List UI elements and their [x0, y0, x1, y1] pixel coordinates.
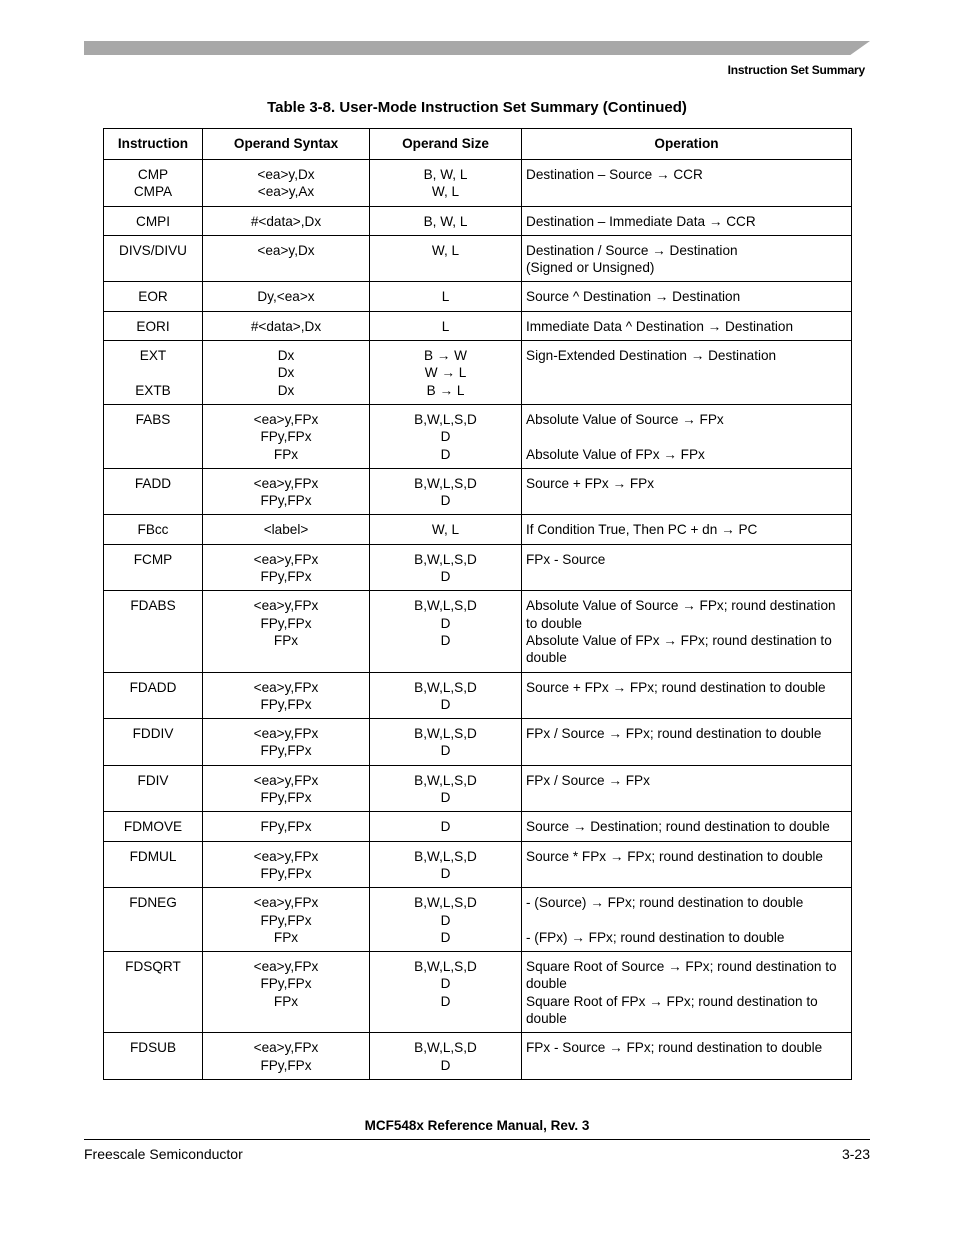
cell-line: EORI [136, 318, 170, 334]
cell-line: <ea>y,FPx [253, 679, 319, 695]
cell-line: FDMOVE [123, 819, 183, 835]
cell-line: L [441, 318, 450, 334]
cell-operation [522, 591, 852, 672]
cell-line: <ea>y,FPx [253, 959, 319, 975]
cell-line: (Signed or Unsigned) [526, 260, 655, 276]
cell-line: D [440, 993, 451, 1009]
cell-line: Destination – Source → CCR [526, 167, 703, 182]
table-row [104, 515, 852, 544]
cell-operand-size [370, 404, 522, 468]
cell-operation [522, 841, 852, 888]
cell-line: #<data>,Dx [250, 318, 322, 334]
cell-line: Absolute Value of FPx → FPx [526, 446, 705, 462]
cell-line: <ea>y,Ax [257, 184, 315, 200]
cell-line: <ea>y,Dx [257, 242, 315, 258]
cell-operand-size [370, 672, 522, 719]
table-row [104, 888, 852, 952]
cell-operation [522, 515, 852, 544]
cell-line: Square Root of FPx → FPx; round destination to double [526, 993, 818, 1026]
table-row [104, 404, 852, 468]
cell-line: D [440, 790, 451, 806]
column-header-operand-size: Operand Size [370, 129, 522, 160]
cell-operand-size [370, 888, 522, 952]
footer-divider [84, 1139, 870, 1140]
cell-line: FPy,FPx [260, 790, 312, 806]
cell-operand-syntax [203, 404, 370, 468]
cell-operand-syntax [203, 719, 370, 766]
cell-line: FPy,FPx [260, 976, 312, 992]
cell-line: B,W,L,S,D [414, 551, 477, 567]
table-row [104, 672, 852, 719]
cell-line: B,W,L,S,D [414, 1040, 477, 1056]
cell-instruction [104, 952, 203, 1033]
table-row [104, 206, 852, 235]
cell-line: FPy,FPx [260, 865, 312, 881]
cell-line: D [440, 615, 451, 631]
cell-line: FPx / Source → FPx [526, 772, 650, 788]
instruction-table [103, 128, 852, 1080]
cell-line: FADD [134, 475, 172, 491]
cell-line: <ea>y,Dx [257, 167, 315, 182]
cell-line: FPy,FPx [260, 569, 312, 585]
cell-line: FPy,FPx [260, 1057, 312, 1073]
cell-line: Immediate Data ^ Destination → Destination [526, 318, 794, 334]
cell-line: B, W, L [423, 167, 468, 182]
cell-operand-syntax [203, 160, 370, 207]
cell-line: If Condition True, Then PC + dn → PC [526, 522, 758, 538]
cell-line: <label> [263, 522, 309, 538]
cell-line [526, 912, 847, 929]
cell-line [526, 428, 847, 445]
cell-operation [522, 1033, 852, 1080]
cell-line: FCMP [133, 551, 173, 567]
cell-operand-size [370, 765, 522, 812]
cell-line: FPy,FPx [260, 696, 312, 712]
column-header-operation: Operation [522, 129, 852, 160]
cell-instruction [104, 341, 203, 405]
cell-instruction [104, 311, 203, 340]
cell-line: B,W,L,S,D [414, 679, 477, 695]
table-row [104, 765, 852, 812]
cell-line: D [440, 493, 451, 509]
cell-line: Square Root of Source → FPx; round destination to double [526, 959, 837, 992]
cell-line: FPx - Source [526, 551, 606, 567]
table-row [104, 341, 852, 405]
cell-operand-size [370, 341, 522, 405]
cell-operand-syntax [203, 206, 370, 235]
cell-operand-size [370, 206, 522, 235]
column-header-instruction: Instruction [104, 129, 203, 160]
footer-manual-title: MCF548x Reference Manual, Rev. 3 [364, 1118, 590, 1133]
cell-line: B,W,L,S,D [414, 598, 477, 614]
header-bar [84, 41, 870, 55]
cell-line: D [440, 819, 451, 835]
table-row [104, 591, 852, 672]
cell-instruction [104, 404, 203, 468]
cell-operand-syntax [203, 888, 370, 952]
cell-operand-syntax [203, 515, 370, 544]
cell-instruction [104, 812, 203, 841]
cell-line: Sign-Extended Destination → Destination [526, 348, 777, 364]
cell-line: <ea>y,FPx [253, 1040, 319, 1056]
cell-operation [522, 341, 852, 405]
cell-line: W, L [431, 522, 460, 538]
table-body [104, 160, 852, 1080]
cell-instruction [104, 282, 203, 311]
cell-line: W, L [431, 242, 460, 258]
cell-line: D [440, 743, 451, 759]
cell-line: FDADD [129, 679, 177, 695]
cell-instruction [104, 1033, 203, 1080]
cell-operation [522, 235, 852, 282]
cell-line: FDNEG [129, 895, 177, 911]
cell-line: D [440, 912, 451, 928]
cell-instruction [104, 841, 203, 888]
cell-line: - (Source) → FPx; round destination to double [526, 895, 804, 911]
cell-line: <ea>y,FPx [253, 726, 319, 742]
cell-line: FDMUL [129, 848, 177, 864]
cell-line: Source ^ Destination → Destination [526, 289, 741, 305]
cell-operand-size [370, 591, 522, 672]
cell-operand-syntax [203, 311, 370, 340]
cell-line: <ea>y,FPx [253, 551, 319, 567]
cell-instruction [104, 468, 203, 515]
table-row [104, 544, 852, 591]
cell-line: FABS [135, 411, 171, 427]
cell-operand-syntax [203, 765, 370, 812]
cell-line: EXT [139, 348, 167, 364]
cell-operand-syntax [203, 812, 370, 841]
cell-line: <ea>y,FPx [253, 598, 319, 614]
cell-line: FPy,FPx [260, 743, 312, 759]
cell-operation [522, 719, 852, 766]
cell-operand-syntax [203, 841, 370, 888]
cell-operation [522, 311, 852, 340]
cell-line: CMPA [133, 184, 173, 200]
cell-line: Dx [277, 365, 295, 381]
cell-operand-size [370, 311, 522, 340]
cell-operand-syntax [203, 235, 370, 282]
cell-operand-syntax [203, 672, 370, 719]
cell-operand-size [370, 468, 522, 515]
cell-line: Absolute Value of Source → FPx; round destination to double [526, 598, 836, 631]
cell-operand-size [370, 235, 522, 282]
cell-line: FDSUB [129, 1040, 177, 1056]
cell-line: FPx / Source → FPx; round destination to double [526, 726, 822, 742]
cell-line: B, W, L [423, 213, 468, 229]
table-row [104, 311, 852, 340]
cell-line: <ea>y,FPx [253, 411, 319, 427]
cell-operation [522, 952, 852, 1033]
cell-line: FPy,FPx [260, 912, 312, 928]
cell-operation [522, 672, 852, 719]
cell-line: FPy,FPx [260, 493, 312, 509]
cell-line: FBcc [137, 522, 169, 538]
cell-line: FPy,FPx [260, 819, 312, 835]
cell-line: B,W,L,S,D [414, 959, 477, 975]
cell-operand-syntax [203, 544, 370, 591]
cell-operand-size [370, 719, 522, 766]
table-title: Table 3-8. User-Mode Instruction Set Summary (Continued) [267, 99, 687, 116]
cell-operand-syntax [203, 1033, 370, 1080]
cell-line: W → L [424, 365, 467, 381]
table-row [104, 160, 852, 207]
cell-line: #<data>,Dx [250, 213, 322, 229]
cell-line: Source → Destination; round destination to double [526, 819, 830, 835]
cell-instruction [104, 160, 203, 207]
cell-line: Dx [277, 348, 295, 364]
cell-line: Destination / Source → Destination [526, 242, 738, 258]
cell-operand-syntax [203, 591, 370, 672]
cell-instruction [104, 235, 203, 282]
cell-operand-size [370, 1033, 522, 1080]
cell-line: Dy,<ea>x [257, 289, 315, 305]
cell-operation [522, 160, 852, 207]
cell-operation [522, 888, 852, 952]
cell-line: B,W,L,S,D [414, 848, 477, 864]
cell-instruction [104, 719, 203, 766]
cell-line: EXTB [135, 382, 171, 398]
cell-instruction [104, 206, 203, 235]
cell-instruction [104, 515, 203, 544]
cell-instruction [104, 591, 203, 672]
table-row [104, 952, 852, 1033]
cell-line: B,W,L,S,D [414, 772, 477, 788]
cell-line: Source + FPx → FPx [526, 475, 655, 491]
cell-line: L [441, 289, 450, 305]
cell-line: <ea>y,FPx [253, 895, 319, 911]
cell-line: Source * FPx → FPx; round destination to double [526, 848, 823, 864]
cell-line: CMPI [136, 213, 170, 229]
cell-operand-size [370, 841, 522, 888]
cell-line: D [440, 696, 451, 712]
cell-operand-syntax [203, 952, 370, 1033]
cell-operation [522, 468, 852, 515]
cell-line: Destination – Immediate Data → CCR [526, 213, 756, 229]
table-row [104, 719, 852, 766]
cell-operation [522, 812, 852, 841]
cell-line: FDDIV [132, 726, 174, 742]
cell-line: D [440, 865, 451, 881]
cell-line: B,W,L,S,D [414, 411, 477, 427]
cell-line: B → W [423, 348, 468, 364]
table-row [104, 235, 852, 282]
footer-page-number: 3-23 [841, 1146, 870, 1162]
cell-operation [522, 765, 852, 812]
cell-line: Absolute Value of FPx → FPx; round destination to double [526, 632, 832, 666]
table-row [104, 1033, 852, 1080]
cell-operand-size [370, 952, 522, 1033]
cell-line: FDIV [137, 772, 169, 788]
cell-line: B → L [426, 382, 465, 398]
cell-line [108, 364, 198, 381]
column-header-operand-syntax: Operand Syntax [203, 129, 370, 160]
section-header: Instruction Set Summary [727, 63, 865, 77]
cell-operand-syntax [203, 468, 370, 515]
cell-line: - (FPx) → FPx; round destination to double [526, 929, 785, 945]
footer-company: Freescale Semiconductor [84, 1146, 243, 1162]
cell-line: FPx [273, 446, 299, 462]
cell-instruction [104, 888, 203, 952]
cell-line: Dx [277, 382, 295, 398]
cell-line: CMP [137, 167, 169, 182]
cell-line: FPx [273, 929, 299, 945]
cell-line: <ea>y,FPx [253, 475, 319, 491]
table-row [104, 468, 852, 515]
cell-operand-size [370, 812, 522, 841]
cell-operation [522, 282, 852, 311]
table-header-row [104, 129, 852, 160]
cell-line: D [440, 446, 451, 462]
cell-operand-syntax [203, 282, 370, 311]
cell-instruction [104, 672, 203, 719]
cell-line: Absolute Value of Source → FPx [526, 411, 724, 427]
cell-line: Source + FPx → FPx; round destination to double [526, 679, 826, 695]
cell-line: B,W,L,S,D [414, 726, 477, 742]
cell-line: B,W,L,S,D [414, 895, 477, 911]
cell-line: D [440, 929, 451, 945]
cell-line: DIVS/DIVU [119, 242, 187, 258]
cell-line: D [440, 1057, 451, 1073]
cell-line: FPx [273, 632, 299, 648]
cell-line: FDABS [130, 598, 176, 614]
cell-instruction [104, 765, 203, 812]
cell-operation [522, 206, 852, 235]
cell-line: D [440, 976, 451, 992]
cell-operand-size [370, 515, 522, 544]
cell-line: FPy,FPx [260, 615, 312, 631]
cell-line: D [440, 569, 451, 585]
cell-line: FDSQRT [125, 959, 181, 975]
table-row [104, 282, 852, 311]
cell-line: D [440, 429, 451, 445]
cell-line: FPx [273, 993, 299, 1009]
table-row [104, 841, 852, 888]
cell-line: FPx - Source → FPx; round destination to double [526, 1040, 823, 1056]
cell-line: W, L [431, 184, 460, 200]
cell-operation [522, 404, 852, 468]
cell-line: <ea>y,FPx [253, 772, 319, 788]
cell-line: <ea>y,FPx [253, 848, 319, 864]
cell-operand-size [370, 544, 522, 591]
cell-line: D [440, 632, 451, 648]
cell-operand-syntax [203, 341, 370, 405]
cell-operand-size [370, 160, 522, 207]
cell-line: B,W,L,S,D [414, 475, 477, 491]
table-row [104, 812, 852, 841]
cell-line: EOR [138, 289, 168, 305]
cell-operation [522, 544, 852, 591]
cell-operand-size [370, 282, 522, 311]
cell-line: FPy,FPx [260, 429, 312, 445]
cell-instruction [104, 544, 203, 591]
